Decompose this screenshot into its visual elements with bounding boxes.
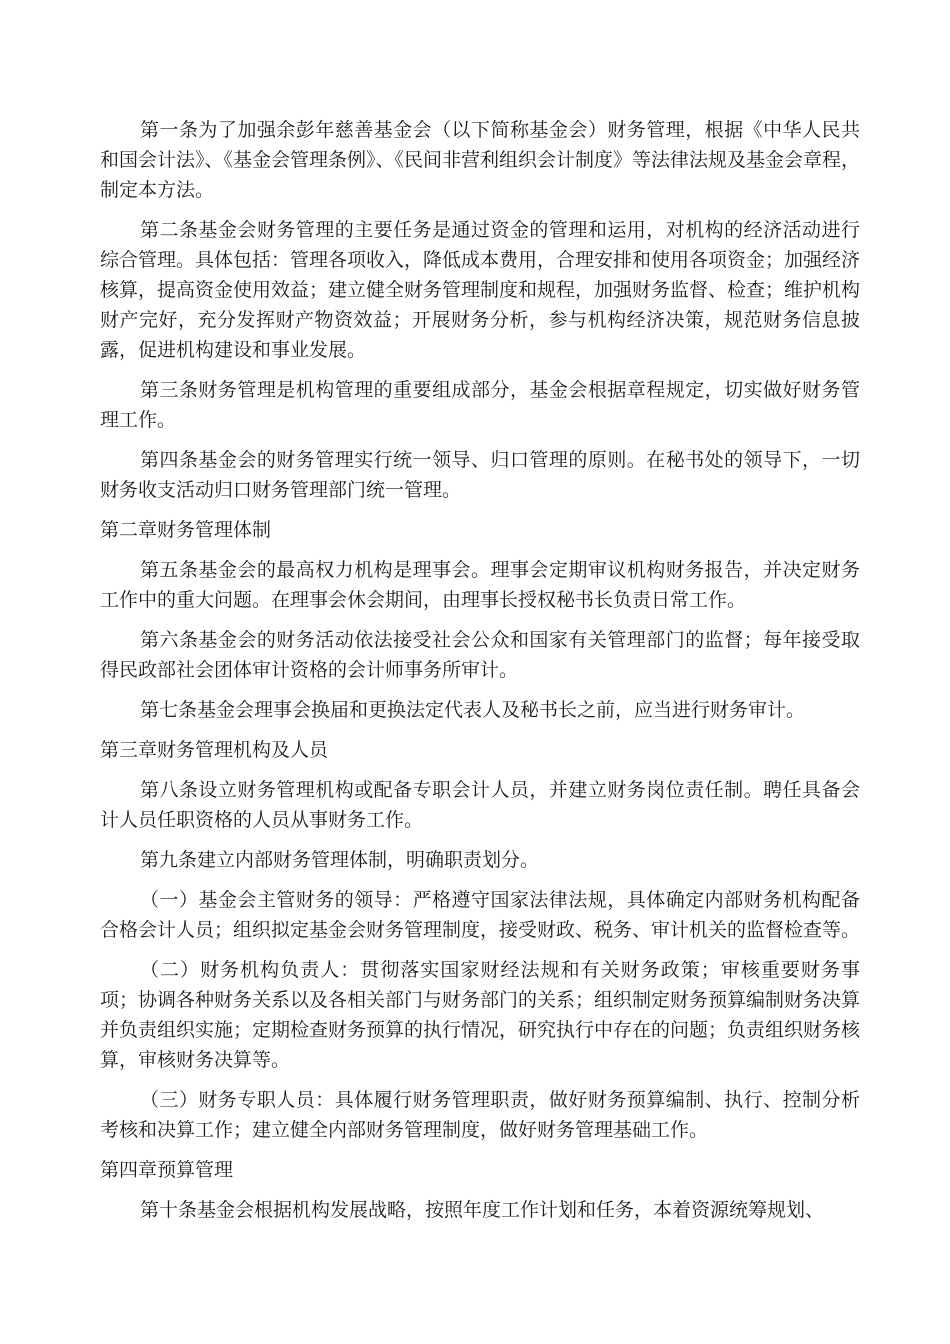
chapter-4-heading: 第四章预算管理 bbox=[100, 1159, 234, 1181]
article-1: 第一条为了加强余彭年慈善基金会（以下简称基金会）财务管理，根据《中华人民共和国会计法》、《基金会管理条例》、《民间非营利组织会计制度》等法律法规及基金会章程，制定本方法。 bbox=[100, 119, 861, 201]
article-5: 第五条基金会的最高权力机构是理事会。理事会定期审议机构财务报告，并决定财务工作中的重大问题。在理事会休会期间，由理事长授权秘书长负责日常工作。 bbox=[100, 559, 860, 611]
article-8: 第八条设立财务管理机构或配备专职会计人员，并建立财务岗位责任制。聘任具备会计人员任职资格的人员从事财务工作。 bbox=[100, 779, 860, 831]
chapter-2-heading: 第二章财务管理体制 bbox=[100, 519, 272, 541]
article-10: 第十条基金会根据机构发展战略，按照年度工作计划和任务，本着资源统筹规划、 bbox=[140, 1199, 825, 1221]
article-6: 第六条基金会的财务活动依法接受社会公众和国家有关管理部门的监督；每年接受取得民政部社会团体审计资格的会计师事务所审计。 bbox=[100, 629, 860, 681]
article-9-item-3: （三）财务专职人员：具体履行财务管理职责，做好财务预算编制、执行、控制分析考核和决算工作；建立健全内部财务管理制度，做好财务管理基础工作。 bbox=[100, 1089, 860, 1141]
document-page bbox=[100, 115, 860, 1235]
article-4: 第四条基金会的财务管理实行统一领导、归口管理的原则。在秘书处的领导下，一切财务收支活动归口财务管理部门统一管理。 bbox=[100, 449, 860, 501]
article-9-item-1: （一）基金会主管财务的领导：严格遵守国家法律法规，具体确定内部财务机构配备合格会计人员；组织拟定基金会财务管理制度，接受财政、税务、审计机关的监督检查等。 bbox=[100, 889, 861, 941]
article-7: 第七条基金会理事会换届和更换法定代表人及秘书长之前，应当进行财务审计。 bbox=[140, 699, 806, 721]
article-9: 第九条建立内部财务管理体制，明确职责划分。 bbox=[140, 849, 540, 871]
article-2: 第二条基金会财务管理的主要任务是通过资金的管理和运用，对机构的经济活动进行综合管理。具体包括：管理各项收入，降低成本费用，合理安排和使用各项资金；加强经济核算，提高资金使用效益；建立健全财务管理制度和规程，加强财务监督、检查；维护机构财产完好，充分发挥财产物资效益；开展财务分析，参与机构经济决策，规范财务信息披露，促进机构建设和事业发展。 bbox=[100, 219, 861, 361]
article-3: 第三条财务管理是机构管理的重要组成部分，基金会根据章程规定，切实做好财务管理工作。 bbox=[100, 379, 860, 431]
article-9-item-2: （二）财务机构负责人：贯彻落实国家财经法规和有关财务政策；审核重要财务事项；协调各种财务关系以及各相关部门与财务部门的关系；组织制定财务预算编制财务决算并负责组织实施；定期检查财务预算的执行情况，研究执行中存在的问题；负责组织财务核算，审核财务决算等。 bbox=[100, 959, 861, 1071]
chapter-3-heading: 第三章财务管理机构及人员 bbox=[100, 739, 329, 761]
